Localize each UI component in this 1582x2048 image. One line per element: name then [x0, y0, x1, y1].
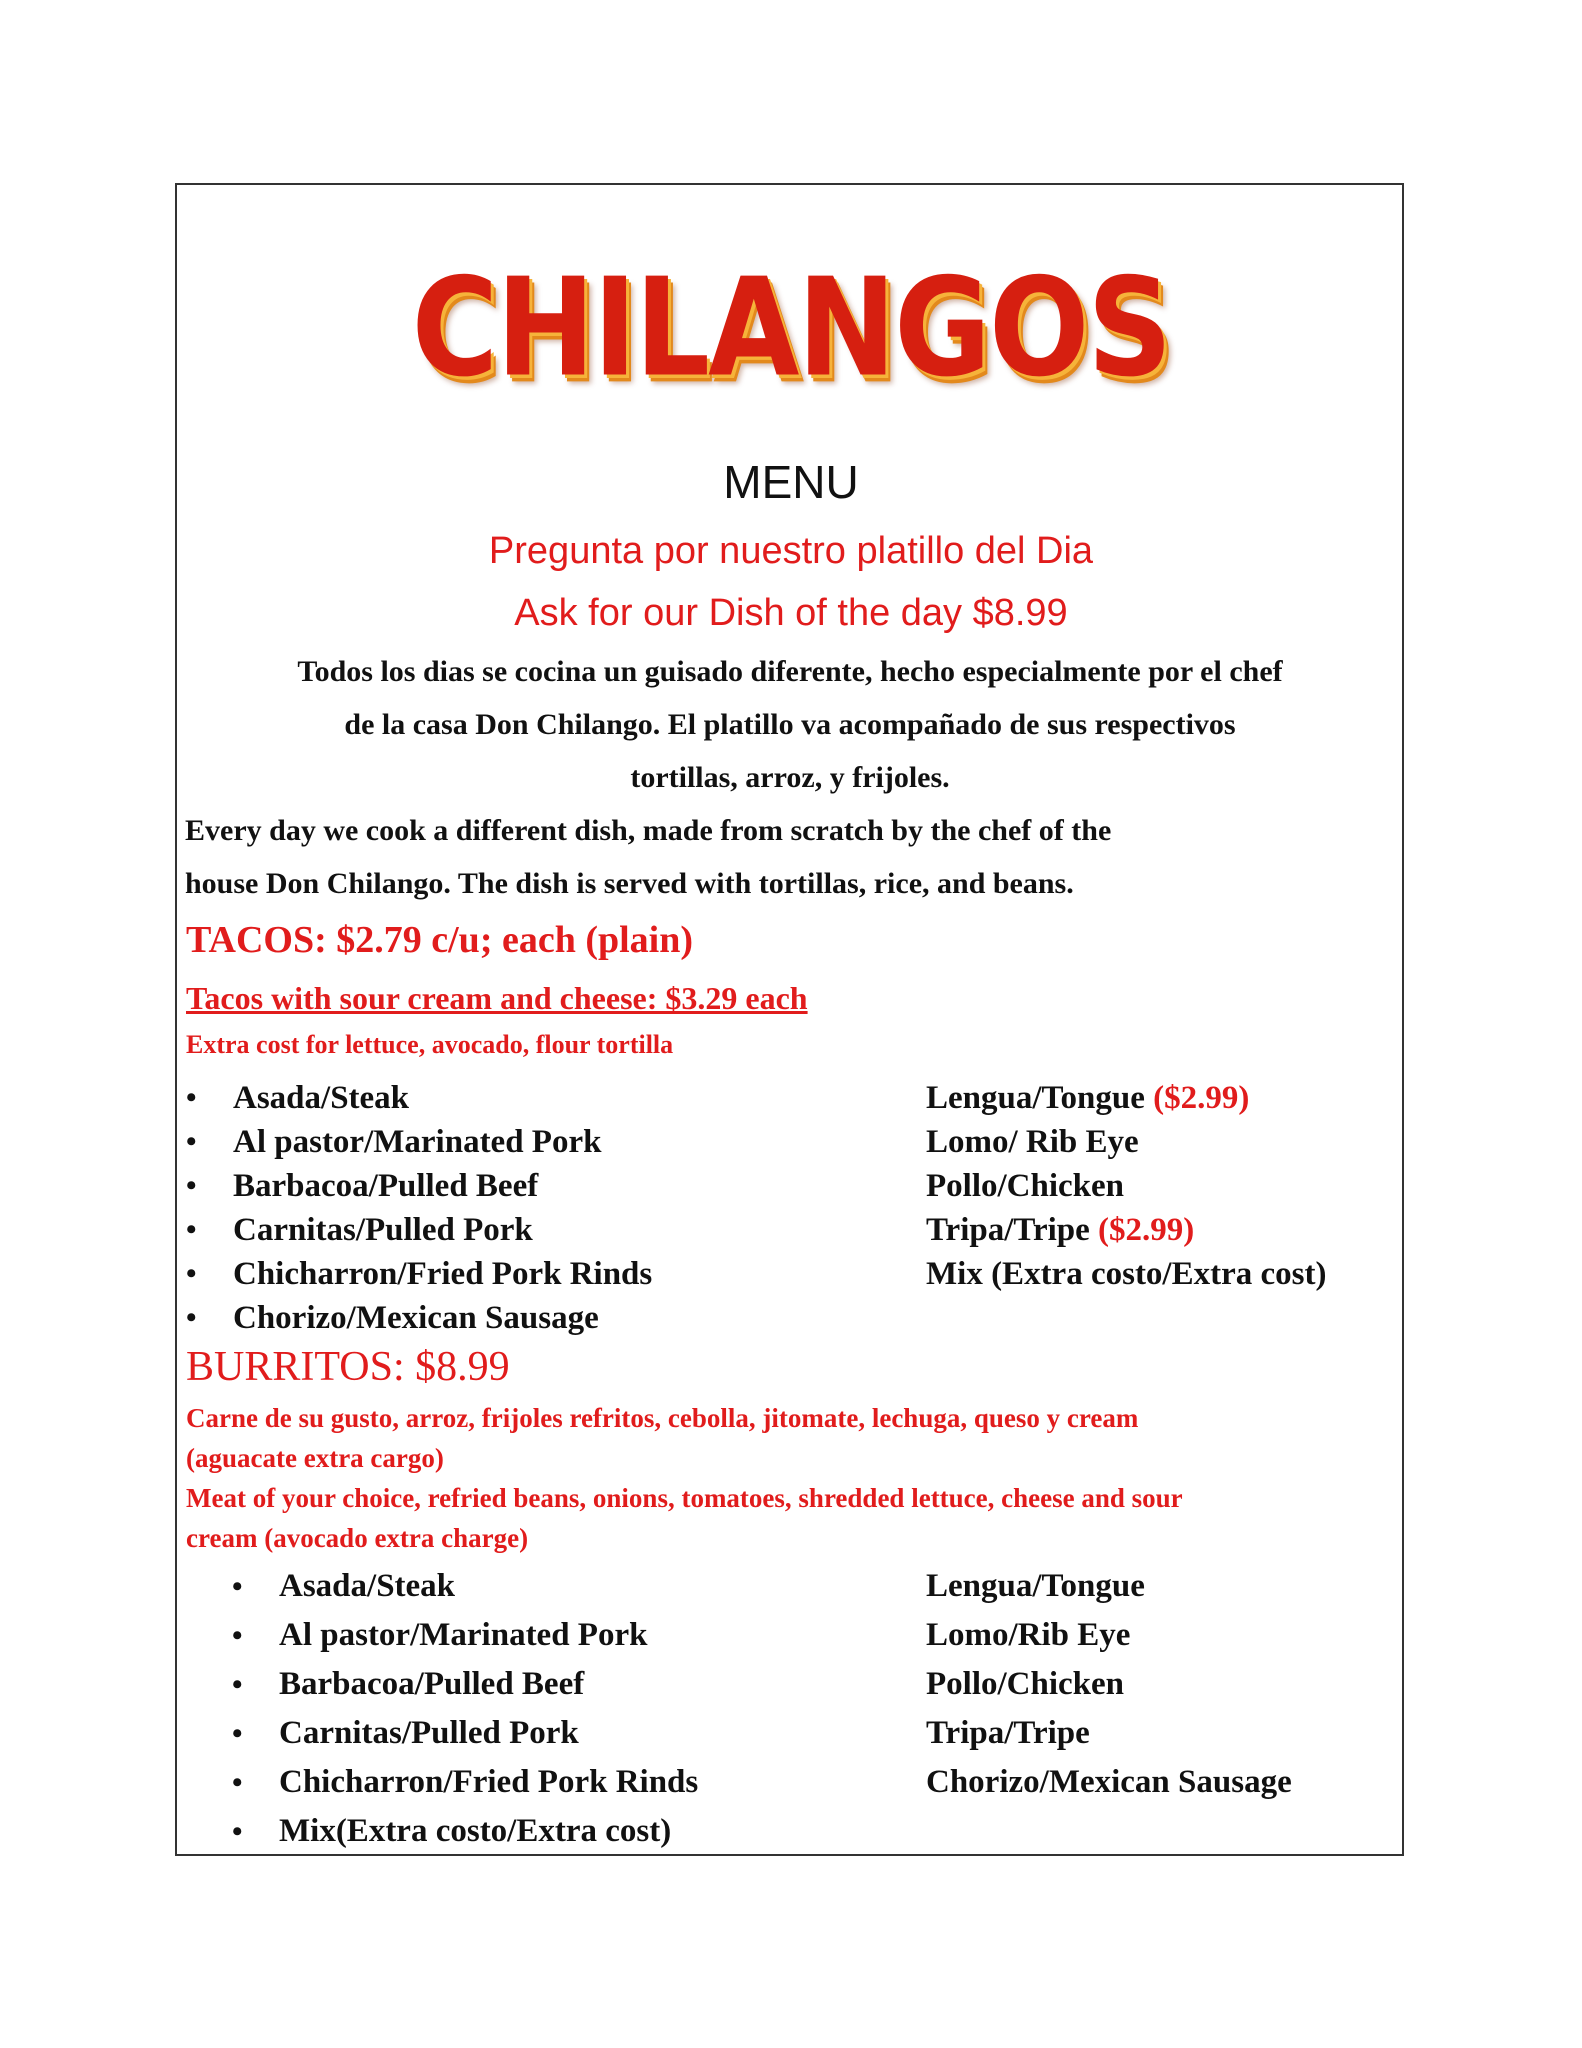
tacos-extra-note: Extra cost for lettuce, avocado, flour tortilla	[186, 1030, 674, 1059]
price-label: ($2.99)	[1153, 1080, 1250, 1116]
bullet-icon: •	[186, 1081, 197, 1114]
special-es: Pregunta por nuestro platillo del Dia	[488, 530, 1094, 572]
special-desc-es-1: Todos los dias se cocina un guisado diferente, hecho especialmente por el chef	[297, 655, 1283, 688]
special-desc-en-1: Every day we cook a different dish, made from scratch by the chef of the	[185, 814, 1112, 847]
list-item: Pollo/Chicken	[926, 1168, 1125, 1204]
special-description	[185, 645, 1395, 910]
tacos-sour-cream-price: Tacos with sour cream and cheese: $3.29 each	[186, 980, 808, 1016]
list-item: Chorizo/Mexican Sausage	[926, 1764, 1292, 1800]
special-desc-es-3: tortillas, arroz, y frijoles.	[630, 761, 950, 794]
bullet-icon: •	[232, 1815, 243, 1848]
burritos-list-right	[926, 1562, 1292, 1807]
tacos-list-right	[926, 1076, 1326, 1296]
bullet-icon: •	[232, 1668, 243, 1701]
special-desc-es-2: de la casa Don Chilango. El platillo va acompañado de sus respectivos	[344, 708, 1236, 741]
list-item: Lomo/ Rib Eye	[926, 1124, 1139, 1160]
list-item: Tripa/Tripe	[926, 1715, 1090, 1751]
tacos-heading: TACOS: $2.79 c/u; each (plain)	[186, 919, 694, 961]
list-item: Lengua/Tongue ($2.99)	[926, 1080, 1250, 1116]
list-item: Lengua/Tongue	[926, 1568, 1145, 1604]
bullet-icon: •	[232, 1766, 243, 1799]
special-en: Ask for our Dish of the day $8.99	[514, 592, 1068, 634]
price-label: ($2.99)	[1098, 1212, 1195, 1248]
bullet-icon: •	[186, 1125, 197, 1158]
menu-title: MENU	[723, 456, 859, 508]
list-item: Pollo/Chicken	[926, 1666, 1125, 1702]
bullet-icon: •	[232, 1717, 243, 1750]
list-item: Mix (Extra costo/Extra cost)	[926, 1256, 1327, 1292]
brand-logo: CHILANGOS	[411, 248, 1171, 407]
bullet-icon: •	[186, 1257, 197, 1290]
list-item: Tripa/Tripe ($2.99)	[926, 1212, 1195, 1248]
list-item: Lomo/Rib Eye	[926, 1617, 1131, 1653]
bullet-icon: •	[186, 1169, 197, 1202]
burritos-heading: BURRITOS: $8.99	[186, 1344, 510, 1390]
special-desc-en-2: house Don Chilango. The dish is served with tortillas, rice, and beans.	[185, 867, 1074, 900]
bullet-icon: •	[186, 1301, 197, 1334]
bullet-icon: •	[186, 1213, 197, 1246]
bullet-icon: •	[232, 1570, 243, 1603]
bullet-icon: •	[232, 1619, 243, 1652]
burritos-description: Carne de su gusto, arroz, frijoles refritos, cebolla, jitomate, lechuga, queso y cream (aguacate extra cargo) Meat of your choice, refried beans, onions, tomatoes, shredded lettuce, cheese and sour cream (avocado extra charge)	[186, 1403, 1183, 1553]
